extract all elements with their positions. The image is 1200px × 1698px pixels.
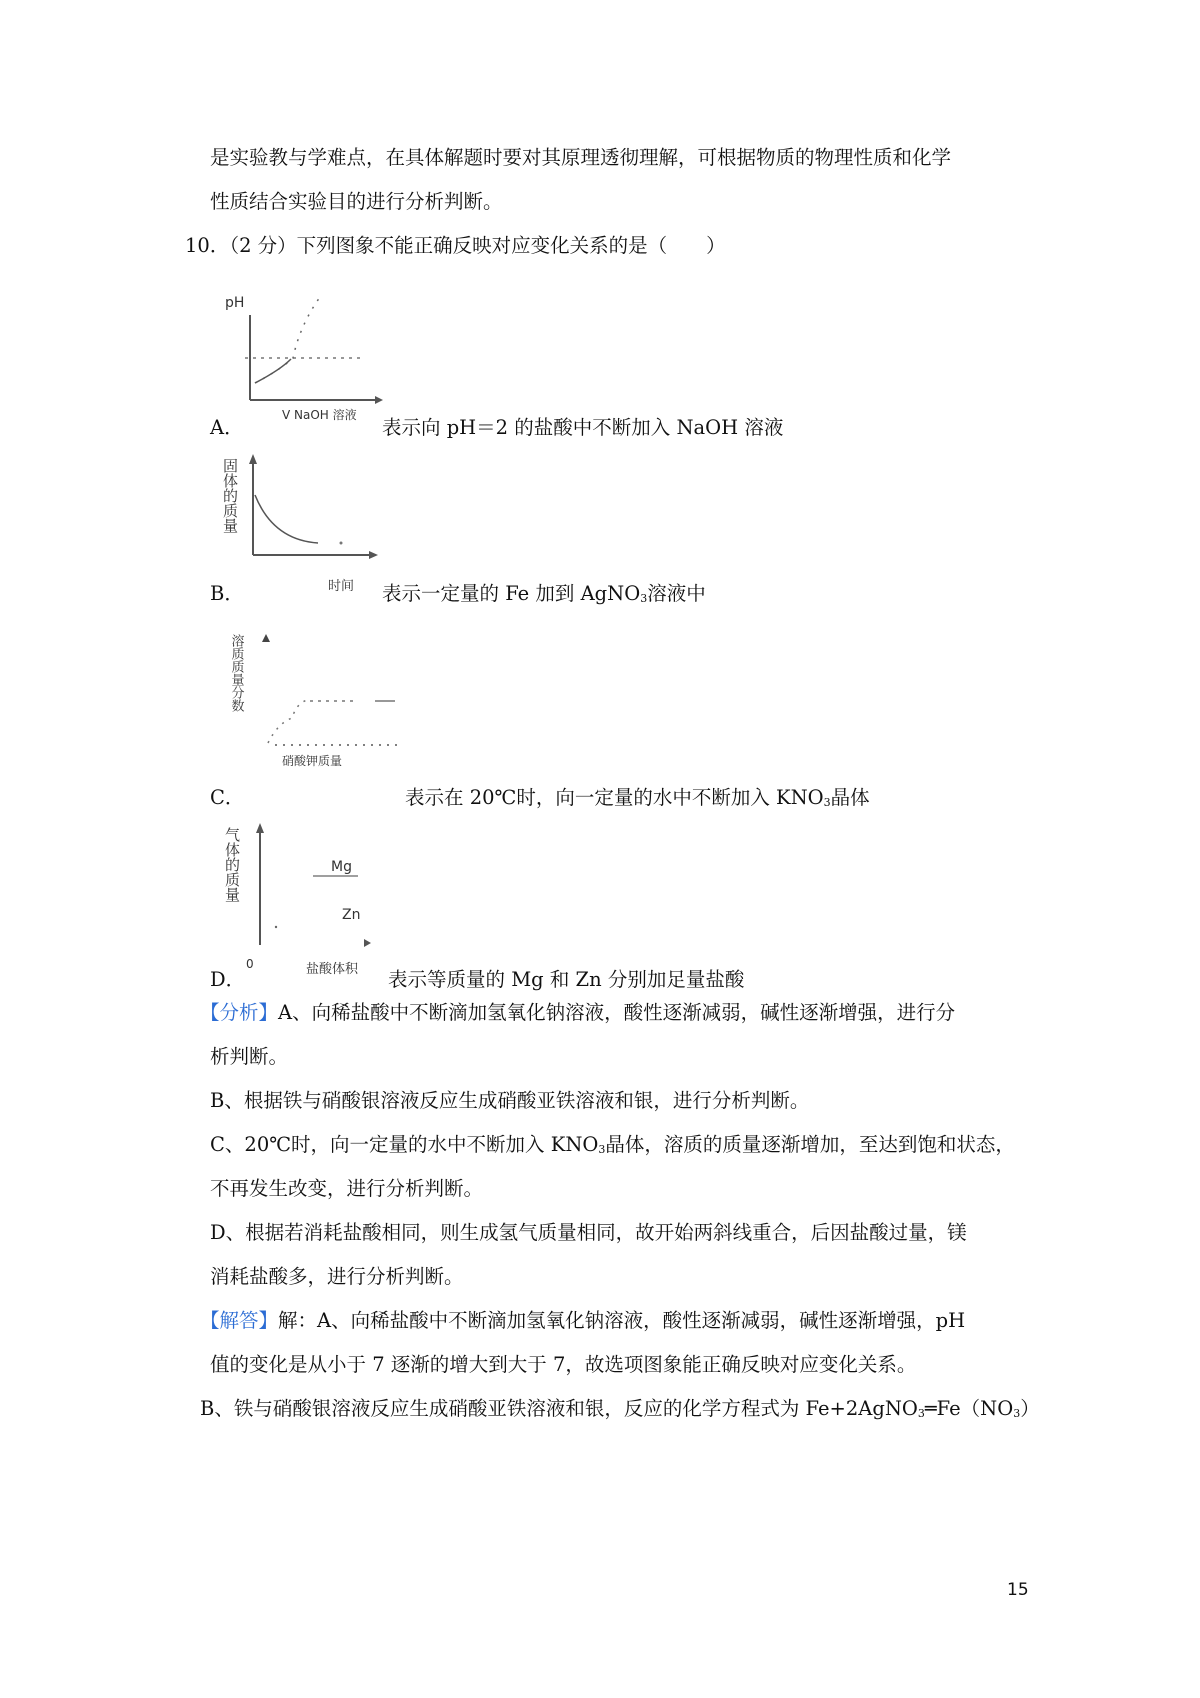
analysis-line-c2: 不再发生改变，进行分析判断。 bbox=[210, 1177, 484, 1200]
analysis-line-d2: 消耗盐酸多，进行分析判断。 bbox=[210, 1265, 464, 1288]
option-d-xlabel: 盐酸体积 bbox=[306, 962, 359, 975]
option-a-letter: A． bbox=[210, 416, 244, 439]
question-stem: 10．（2 分）下列图象不能正确反映对应变化关系的是（ ） bbox=[185, 234, 726, 257]
option-c-xlabel: 硝酸钾质量 bbox=[282, 754, 343, 768]
option-d-series-mg: Mg bbox=[331, 859, 352, 875]
option-c-graph bbox=[220, 628, 405, 778]
analysis-line-b: B、根据铁与硝酸银溶液反应生成硝酸亚铁溶液和银，进行分析判断。 bbox=[210, 1089, 810, 1112]
option-a-xlabel: V NaOH 溶液 bbox=[282, 408, 357, 422]
answer-line-b: B、铁与硝酸银溶液反应生成硝酸亚铁溶液和银，反应的化学方程式为 $Fe+2AgNO_3═Fe(NO_3)$ bbox=[200, 1397, 1040, 1420]
intro-line-2: 性质结合实验目的进行分析判断。 bbox=[210, 190, 503, 213]
analysis-line-a1: 【分析】A、向稀盐酸中不断滴加氢氧化钠溶液，酸性逐渐减弱，碱性逐渐增强，进行分 bbox=[200, 1001, 956, 1024]
answer-tag: 【解答】 bbox=[200, 1309, 279, 1332]
option-b-xlabel: 时间 bbox=[328, 579, 355, 594]
analysis-tag: 【分析】 bbox=[200, 1001, 279, 1024]
option-c-description: 表示在 20℃时，向一定量的水中不断加入 $KNO_3$晶体 bbox=[405, 786, 870, 809]
option-a-ylabel: pH bbox=[225, 295, 245, 311]
option-a-graph bbox=[225, 285, 385, 430]
analysis-line-d1: D、根据若消耗盐酸相同，则生成氢气质量相同，故开始两斜线重合，后因盐酸过量，镁 bbox=[210, 1221, 967, 1244]
option-d-ylabel: 气体的质量 bbox=[223, 827, 241, 902]
option-b-description: 表示一定量的 Fe 加到 AgNO$_3$溶液中 bbox=[382, 582, 706, 605]
option-c-letter: C． bbox=[210, 786, 245, 809]
option-c-ylabel: 溶质质量分数 bbox=[228, 634, 244, 712]
answer-line-a1: 【解答】解：A、向稀盐酸中不断滴加氢氧化钠溶液，酸性逐渐减弱，碱性逐渐增强，pH bbox=[200, 1309, 966, 1332]
intro-line-1: 是实验教与学难点，在具体解题时要对其原理透彻理解，可根据物质的物理性质和化学 bbox=[210, 146, 952, 169]
page-number: 15 bbox=[1007, 1580, 1029, 1600]
option-b-ylabel: 固体的质量 bbox=[221, 458, 239, 533]
option-d-graph bbox=[218, 815, 388, 975]
option-a-description: 表示向 pH＝2 的盐酸中不断加入 NaOH 溶液 bbox=[382, 416, 784, 439]
analysis-line-c1: C、20℃时，向一定量的水中不断加入 $KNO_3$晶体，溶质的质量逐渐增加，至达到饱和状态， bbox=[210, 1133, 1015, 1156]
option-b-letter: B． bbox=[210, 582, 244, 605]
analysis-line-a2: 析判断。 bbox=[210, 1045, 289, 1068]
option-d-origin: 0 bbox=[246, 957, 254, 971]
option-d-series-zn: Zn bbox=[342, 907, 361, 923]
option-d-description: 表示等质量的 Mg 和 Zn 分别加足量盐酸 bbox=[388, 968, 745, 991]
option-d-letter: D． bbox=[210, 968, 246, 991]
answer-line-a2: 值的变化是从小于 7 逐渐的增大到大于 7，故选项图象能正确反映对应变化关系。 bbox=[210, 1353, 917, 1376]
